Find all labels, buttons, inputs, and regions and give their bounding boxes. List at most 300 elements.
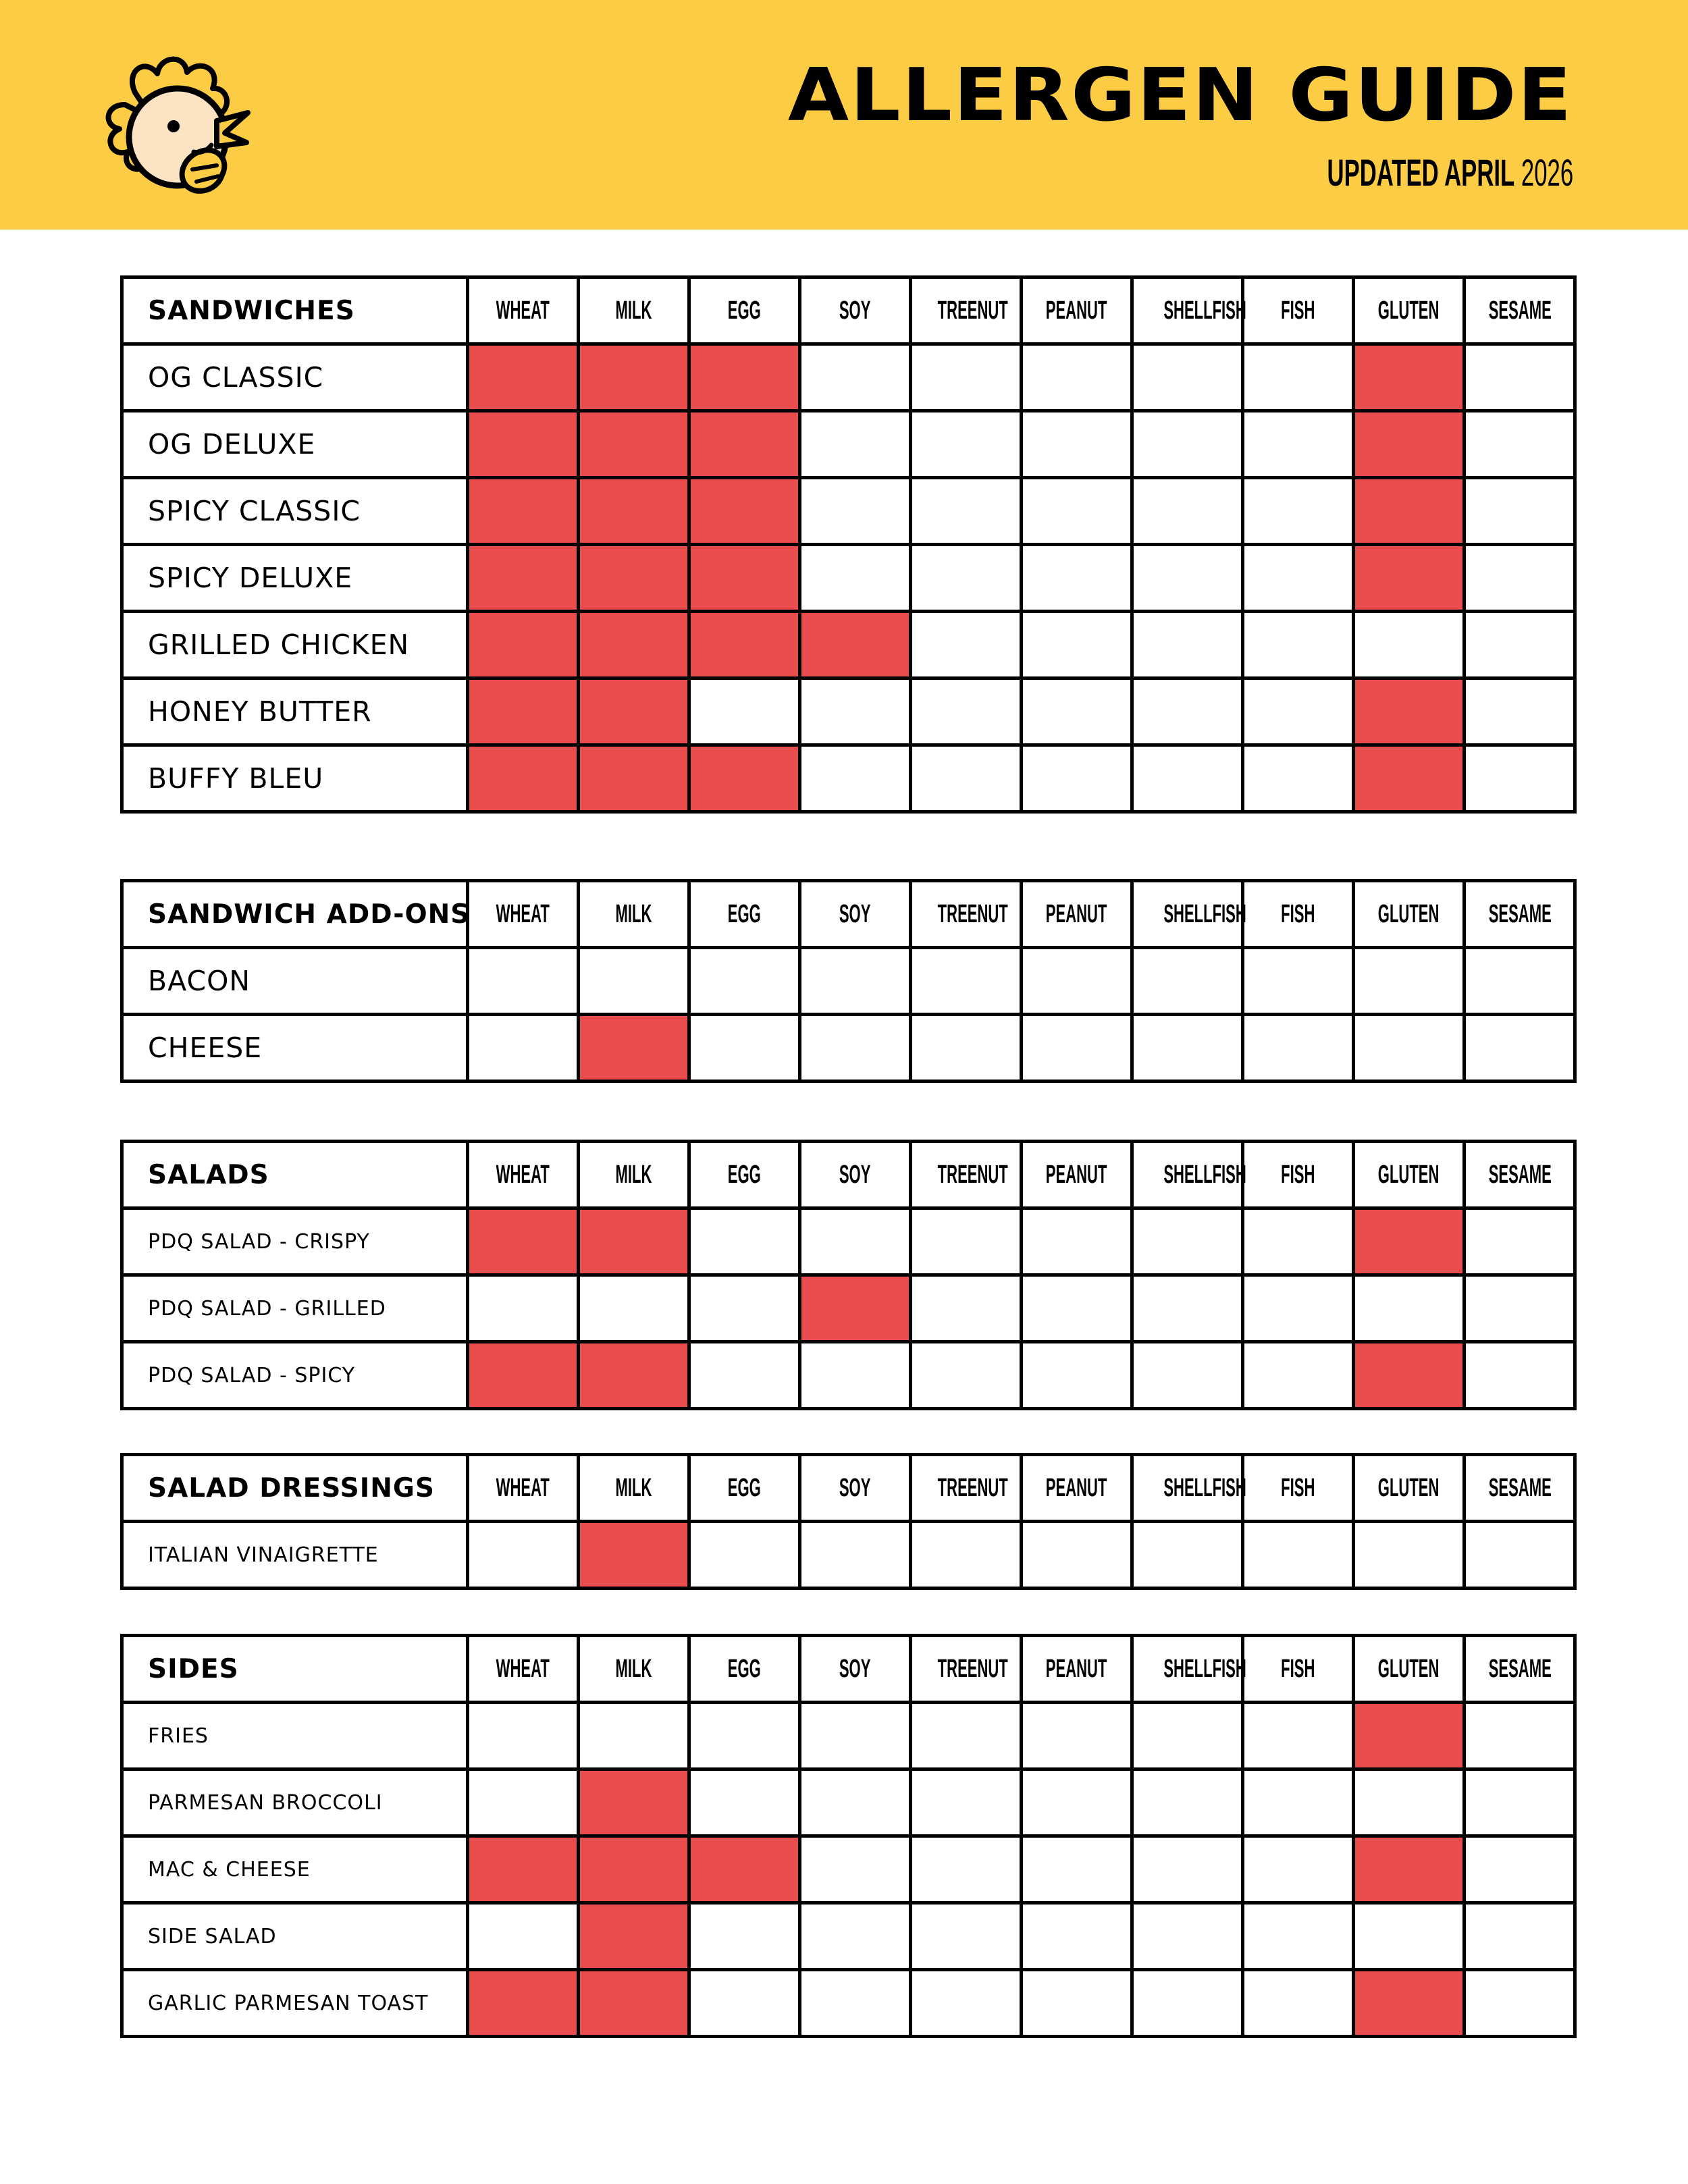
allergen-absent-cell xyxy=(1132,344,1243,411)
allergen-present-cell xyxy=(800,612,911,678)
category-title: SANDWICHES xyxy=(122,277,468,344)
allergen-label: EGG xyxy=(728,296,761,325)
allergen-absent-cell xyxy=(800,1015,911,1082)
allergen-absent-cell xyxy=(1022,678,1132,745)
allergen-absent-cell xyxy=(689,1703,800,1769)
allergen-present-cell xyxy=(1354,678,1465,745)
allergen-present-cell xyxy=(1354,745,1465,812)
allergen-label: GLUTEN xyxy=(1378,1473,1440,1502)
allergen-label: SESAME xyxy=(1488,899,1552,928)
allergen-absent-cell xyxy=(579,1703,689,1769)
table-row xyxy=(122,1342,1575,1409)
allergen-column-header xyxy=(1132,881,1246,948)
allergen-label: FISH xyxy=(1281,1160,1315,1189)
allergen-column-header xyxy=(1022,1142,1132,1208)
allergen-present-cell xyxy=(689,745,800,812)
allergen-label: GLUTEN xyxy=(1378,899,1440,928)
allergen-column-header xyxy=(800,1455,911,1522)
menu-item-name: FRIES xyxy=(122,1703,468,1769)
allergen-absent-cell xyxy=(1132,612,1243,678)
allergen-present-cell xyxy=(689,478,800,545)
allergen-absent-cell xyxy=(911,612,1022,678)
allergen-present-cell xyxy=(579,612,689,678)
table-row xyxy=(122,1522,1575,1589)
allergen-label: SESAME xyxy=(1488,1160,1552,1189)
rooster-head-icon xyxy=(98,51,257,203)
updated-date xyxy=(1327,151,1573,194)
table-row xyxy=(122,1970,1575,2037)
allergen-absent-cell xyxy=(689,1769,800,1836)
allergen-absent-cell xyxy=(1243,1836,1354,1903)
allergen-present-cell xyxy=(579,1522,689,1589)
allergen-absent-cell xyxy=(1465,678,1575,745)
allergen-absent-cell xyxy=(1354,1015,1465,1082)
allergen-column-header xyxy=(1354,1142,1465,1208)
allergen-column-header xyxy=(800,277,911,344)
allergen-label: SHELLFISH xyxy=(1163,899,1246,928)
allergen-present-cell xyxy=(1354,1970,1465,2037)
allergen-column-header xyxy=(1465,1636,1575,1703)
allergen-present-cell xyxy=(579,344,689,411)
allergen-label: TREENUT xyxy=(937,1160,1008,1189)
allergen-column-header xyxy=(579,881,689,948)
allergen-absent-cell xyxy=(1022,1275,1132,1342)
allergen-column-header xyxy=(1354,1455,1465,1522)
table-row xyxy=(122,1903,1575,1970)
allergen-column-header xyxy=(689,277,800,344)
allergen-column-header xyxy=(911,277,1022,344)
allergen-absent-cell xyxy=(1243,1275,1354,1342)
allergen-column-header xyxy=(579,1142,689,1208)
allergen-label: PEANUT xyxy=(1046,296,1107,325)
allergen-absent-cell xyxy=(1243,1342,1354,1409)
allergen-absent-cell xyxy=(579,1275,689,1342)
allergen-absent-cell xyxy=(1132,478,1243,545)
allergen-label: FISH xyxy=(1281,899,1315,928)
allergen-column-header xyxy=(911,881,1022,948)
allergen-label: WHEAT xyxy=(496,899,550,928)
allergen-absent-cell xyxy=(1132,411,1243,478)
allergen-label: WHEAT xyxy=(496,296,550,325)
menu-item-name: PDQ SALAD - CRISPY xyxy=(122,1208,468,1275)
allergen-absent-cell xyxy=(468,1903,579,1970)
allergen-absent-cell xyxy=(1132,1970,1243,2037)
allergen-absent-cell xyxy=(468,1522,579,1589)
allergen-table xyxy=(120,275,1577,814)
allergen-absent-cell xyxy=(1465,1208,1575,1275)
allergen-present-cell xyxy=(468,344,579,411)
allergen-present-cell xyxy=(1354,344,1465,411)
allergen-absent-cell xyxy=(1243,344,1354,411)
allergen-present-cell xyxy=(1354,478,1465,545)
allergen-present-cell xyxy=(689,344,800,411)
allergen-absent-cell xyxy=(911,948,1022,1015)
table-row xyxy=(122,1703,1575,1769)
allergen-present-cell xyxy=(1354,1703,1465,1769)
table-row xyxy=(122,1836,1575,1903)
allergen-absent-cell xyxy=(1465,948,1575,1015)
allergen-column-header xyxy=(689,1455,800,1522)
allergen-column-header xyxy=(1465,277,1575,344)
category-title: SALADS xyxy=(122,1142,468,1208)
allergen-absent-cell xyxy=(911,344,1022,411)
allergen-present-cell xyxy=(468,411,579,478)
allergen-label: EGG xyxy=(728,1160,761,1189)
menu-item-name: SPICY CLASSIC xyxy=(122,478,468,545)
allergen-absent-cell xyxy=(800,1769,911,1836)
allergen-present-cell xyxy=(468,612,579,678)
allergen-absent-cell xyxy=(1243,948,1354,1015)
allergen-label: SOY xyxy=(839,899,871,928)
allergen-column-header xyxy=(911,1636,1022,1703)
allergen-label: SOY xyxy=(839,1654,871,1683)
allergen-absent-cell xyxy=(1465,1903,1575,1970)
allergen-absent-cell xyxy=(1243,678,1354,745)
table-row xyxy=(122,411,1575,478)
allergen-absent-cell xyxy=(689,1342,800,1409)
allergen-column-header xyxy=(689,881,800,948)
section-sides xyxy=(120,1634,1574,2038)
allergen-absent-cell xyxy=(800,1342,911,1409)
allergen-present-cell xyxy=(689,545,800,612)
allergen-absent-cell xyxy=(911,1208,1022,1275)
allergen-absent-cell xyxy=(1022,545,1132,612)
allergen-present-cell xyxy=(579,1208,689,1275)
section-sandwiches xyxy=(120,275,1574,814)
allergen-table xyxy=(120,1453,1577,1590)
allergen-absent-cell xyxy=(468,948,579,1015)
allergen-absent-cell xyxy=(911,745,1022,812)
table-header-row xyxy=(122,1142,1575,1208)
allergen-column-header xyxy=(1243,1455,1354,1522)
allergen-absent-cell xyxy=(1132,678,1243,745)
allergen-absent-cell xyxy=(911,1769,1022,1836)
menu-item-name: MAC & CHEESE xyxy=(122,1836,468,1903)
menu-item-name: ITALIAN VINAIGRETTE xyxy=(122,1522,468,1589)
allergen-absent-cell xyxy=(911,1015,1022,1082)
allergen-label: SHELLFISH xyxy=(1163,1654,1246,1683)
allergen-absent-cell xyxy=(1243,745,1354,812)
allergen-column-header xyxy=(1354,277,1465,344)
allergen-column-header xyxy=(1022,277,1132,344)
allergen-label: MILK xyxy=(615,899,652,928)
allergen-present-cell xyxy=(468,1342,579,1409)
table-row xyxy=(122,545,1575,612)
allergen-absent-cell xyxy=(1465,1836,1575,1903)
allergen-absent-cell xyxy=(800,545,911,612)
allergen-present-cell xyxy=(579,1342,689,1409)
table-row xyxy=(122,612,1575,678)
allergen-absent-cell xyxy=(1465,1703,1575,1769)
allergen-absent-cell xyxy=(1465,1970,1575,2037)
allergen-absent-cell xyxy=(1132,1703,1243,1769)
allergen-label: EGG xyxy=(728,899,761,928)
table-row xyxy=(122,678,1575,745)
allergen-present-cell xyxy=(579,1836,689,1903)
allergen-column-header xyxy=(1243,1636,1354,1703)
allergen-label: TREENUT xyxy=(937,296,1008,325)
page-title: ALLERGEN GUIDE xyxy=(788,53,1573,138)
allergen-label: PEANUT xyxy=(1046,1473,1107,1502)
allergen-column-header xyxy=(911,1455,1022,1522)
allergen-label: PEANUT xyxy=(1046,1654,1107,1683)
allergen-absent-cell xyxy=(911,1342,1022,1409)
menu-item-name: OG CLASSIC xyxy=(122,344,468,411)
allergen-column-header xyxy=(1354,881,1465,948)
section-sandwich-add-ons xyxy=(120,879,1574,1083)
allergen-absent-cell xyxy=(800,745,911,812)
allergen-absent-cell xyxy=(1243,478,1354,545)
allergen-absent-cell xyxy=(1243,1015,1354,1082)
allergen-present-cell xyxy=(689,1836,800,1903)
allergen-label: GLUTEN xyxy=(1378,1654,1440,1683)
allergen-absent-cell xyxy=(1465,1275,1575,1342)
updated-label: UPDATED APRIL xyxy=(1327,151,1515,194)
table-row xyxy=(122,1275,1575,1342)
allergen-label: FISH xyxy=(1281,1473,1315,1502)
allergen-absent-cell xyxy=(800,411,911,478)
allergen-absent-cell xyxy=(1022,1015,1132,1082)
allergen-absent-cell xyxy=(800,678,911,745)
allergen-absent-cell xyxy=(1132,1275,1243,1342)
allergen-absent-cell xyxy=(911,678,1022,745)
allergen-column-header xyxy=(468,881,579,948)
allergen-label: PEANUT xyxy=(1046,1160,1107,1189)
allergen-absent-cell xyxy=(1132,1015,1243,1082)
allergen-present-cell xyxy=(1354,1836,1465,1903)
allergen-absent-cell xyxy=(689,1970,800,2037)
allergen-present-cell xyxy=(579,1769,689,1836)
allergen-present-cell xyxy=(468,545,579,612)
table-header-row xyxy=(122,1455,1575,1522)
allergen-absent-cell xyxy=(800,478,911,545)
allergen-column-header xyxy=(800,881,911,948)
allergen-absent-cell xyxy=(1132,1342,1243,1409)
menu-item-name: OG DELUXE xyxy=(122,411,468,478)
allergen-present-cell xyxy=(800,1275,911,1342)
allergen-column-header xyxy=(1132,1455,1246,1522)
allergen-absent-cell xyxy=(1132,1769,1243,1836)
menu-item-name: CHEESE xyxy=(122,1015,468,1082)
allergen-absent-cell xyxy=(689,678,800,745)
allergen-absent-cell xyxy=(1022,1703,1132,1769)
allergen-column-header xyxy=(1465,881,1575,948)
allergen-absent-cell xyxy=(1132,948,1243,1015)
table-row xyxy=(122,478,1575,545)
section-salad-dressings xyxy=(120,1453,1574,1590)
allergen-absent-cell xyxy=(800,948,911,1015)
allergen-absent-cell xyxy=(1022,478,1132,545)
allergen-label: TREENUT xyxy=(937,1473,1008,1502)
allergen-label: TREENUT xyxy=(937,899,1008,928)
allergen-absent-cell xyxy=(468,1769,579,1836)
allergen-present-cell xyxy=(468,1836,579,1903)
allergen-label: SESAME xyxy=(1488,1654,1552,1683)
allergen-absent-cell xyxy=(1132,545,1243,612)
allergen-absent-cell xyxy=(800,344,911,411)
allergen-label: GLUTEN xyxy=(1378,1160,1440,1189)
allergen-column-header xyxy=(1022,881,1132,948)
allergen-absent-cell xyxy=(800,1522,911,1589)
menu-item-name: SIDE SALAD xyxy=(122,1903,468,1970)
allergen-present-cell xyxy=(579,545,689,612)
allergen-present-cell xyxy=(579,1903,689,1970)
category-title: SANDWICH ADD-ONS xyxy=(122,881,468,948)
allergen-column-header xyxy=(579,1455,689,1522)
allergen-label: EGG xyxy=(728,1473,761,1502)
allergen-absent-cell xyxy=(689,1015,800,1082)
allergen-absent-cell xyxy=(1132,1836,1243,1903)
table-row xyxy=(122,745,1575,812)
allergen-absent-cell xyxy=(800,1836,911,1903)
table-row xyxy=(122,1208,1575,1275)
allergen-label: SHELLFISH xyxy=(1163,1473,1246,1502)
allergen-column-header xyxy=(1022,1636,1132,1703)
allergen-column-header xyxy=(1243,277,1354,344)
allergen-label: WHEAT xyxy=(496,1654,550,1683)
allergen-absent-cell xyxy=(468,1275,579,1342)
menu-item-name: BACON xyxy=(122,948,468,1015)
allergen-column-header xyxy=(800,1636,911,1703)
allergen-label: SHELLFISH xyxy=(1163,296,1246,325)
allergen-absent-cell xyxy=(1243,411,1354,478)
allergen-absent-cell xyxy=(1243,1970,1354,2037)
allergen-absent-cell xyxy=(1354,612,1465,678)
allergen-label: PEANUT xyxy=(1046,899,1107,928)
allergen-column-header xyxy=(579,277,689,344)
allergen-label: WHEAT xyxy=(496,1160,550,1189)
allergen-present-cell xyxy=(579,678,689,745)
menu-item-name: PDQ SALAD - SPICY xyxy=(122,1342,468,1409)
allergen-absent-cell xyxy=(1243,1769,1354,1836)
allergen-absent-cell xyxy=(800,1208,911,1275)
allergen-absent-cell xyxy=(1354,1769,1465,1836)
allergen-table xyxy=(120,1140,1577,1410)
category-title: SIDES xyxy=(122,1636,468,1703)
allergen-absent-cell xyxy=(689,1522,800,1589)
allergen-column-header xyxy=(1465,1455,1575,1522)
allergen-absent-cell xyxy=(579,948,689,1015)
allergen-table xyxy=(120,1634,1577,2038)
allergen-absent-cell xyxy=(1354,1275,1465,1342)
allergen-absent-cell xyxy=(1022,745,1132,812)
allergen-column-header xyxy=(1354,1636,1465,1703)
allergen-absent-cell xyxy=(1465,478,1575,545)
allergen-absent-cell xyxy=(911,1275,1022,1342)
allergen-present-cell xyxy=(579,478,689,545)
allergen-absent-cell xyxy=(1243,612,1354,678)
menu-item-name: PDQ SALAD - GRILLED xyxy=(122,1275,468,1342)
allergen-absent-cell xyxy=(1022,1903,1132,1970)
allergen-column-header xyxy=(1132,277,1246,344)
updated-year: 2026 xyxy=(1521,151,1573,194)
allergen-absent-cell xyxy=(1243,545,1354,612)
table-row xyxy=(122,344,1575,411)
allergen-absent-cell xyxy=(911,545,1022,612)
allergen-absent-cell xyxy=(1022,1836,1132,1903)
allergen-absent-cell xyxy=(1022,1970,1132,2037)
table-row xyxy=(122,948,1575,1015)
page-header xyxy=(0,0,1688,230)
table-header-row xyxy=(122,881,1575,948)
allergen-absent-cell xyxy=(1132,1208,1243,1275)
allergen-label: SESAME xyxy=(1488,296,1552,325)
allergen-label: GLUTEN xyxy=(1378,296,1440,325)
allergen-present-cell xyxy=(579,411,689,478)
allergen-absent-cell xyxy=(1243,1903,1354,1970)
menu-item-name: BUFFY BLEU xyxy=(122,745,468,812)
menu-item-name: GARLIC PARMESAN TOAST xyxy=(122,1970,468,2037)
allergen-label: WHEAT xyxy=(496,1473,550,1502)
allergen-absent-cell xyxy=(911,1836,1022,1903)
allergen-column-header xyxy=(1243,881,1354,948)
allergen-absent-cell xyxy=(1022,1342,1132,1409)
allergen-absent-cell xyxy=(800,1703,911,1769)
allergen-absent-cell xyxy=(1243,1703,1354,1769)
allergen-present-cell xyxy=(689,612,800,678)
allergen-absent-cell xyxy=(1354,1522,1465,1589)
allergen-absent-cell xyxy=(911,1703,1022,1769)
menu-item-name: SPICY DELUXE xyxy=(122,545,468,612)
allergen-absent-cell xyxy=(911,411,1022,478)
allergen-absent-cell xyxy=(1022,411,1132,478)
allergen-absent-cell xyxy=(1243,1208,1354,1275)
allergen-absent-cell xyxy=(800,1970,911,2037)
allergen-absent-cell xyxy=(1022,344,1132,411)
allergen-label: MILK xyxy=(615,296,652,325)
allergen-absent-cell xyxy=(800,1903,911,1970)
allergen-absent-cell xyxy=(911,478,1022,545)
allergen-absent-cell xyxy=(1465,411,1575,478)
allergen-present-cell xyxy=(579,1970,689,2037)
allergen-label: EGG xyxy=(728,1654,761,1683)
allergen-label: MILK xyxy=(615,1473,652,1502)
allergen-absent-cell xyxy=(1465,1015,1575,1082)
allergen-label: SESAME xyxy=(1488,1473,1552,1502)
allergen-present-cell xyxy=(579,745,689,812)
allergen-absent-cell xyxy=(689,1275,800,1342)
allergen-column-header xyxy=(1022,1455,1132,1522)
allergen-label: SOY xyxy=(839,1160,871,1189)
allergen-absent-cell xyxy=(689,1903,800,1970)
allergen-column-header xyxy=(1132,1142,1246,1208)
allergen-absent-cell xyxy=(1465,612,1575,678)
allergen-column-header xyxy=(1132,1636,1246,1703)
allergen-present-cell xyxy=(468,478,579,545)
allergen-present-cell xyxy=(1354,545,1465,612)
allergen-present-cell xyxy=(468,1208,579,1275)
menu-item-name: GRILLED CHICKEN xyxy=(122,612,468,678)
allergen-absent-cell xyxy=(1465,1769,1575,1836)
allergen-label: SHELLFISH xyxy=(1163,1160,1246,1189)
allergen-label: FISH xyxy=(1281,1654,1315,1683)
allergen-absent-cell xyxy=(1022,1522,1132,1589)
allergen-present-cell xyxy=(579,1015,689,1082)
allergen-absent-cell xyxy=(1243,1522,1354,1589)
allergen-absent-cell xyxy=(1354,1903,1465,1970)
allergen-column-header xyxy=(800,1142,911,1208)
allergen-absent-cell xyxy=(1465,1342,1575,1409)
allergen-absent-cell xyxy=(1465,1522,1575,1589)
allergen-column-header xyxy=(579,1636,689,1703)
allergen-column-header xyxy=(689,1636,800,1703)
allergen-label: MILK xyxy=(615,1654,652,1683)
allergen-column-header xyxy=(468,277,579,344)
allergen-absent-cell xyxy=(689,1208,800,1275)
allergen-absent-cell xyxy=(468,1703,579,1769)
allergen-label: SOY xyxy=(839,1473,871,1502)
allergen-table xyxy=(120,879,1577,1083)
